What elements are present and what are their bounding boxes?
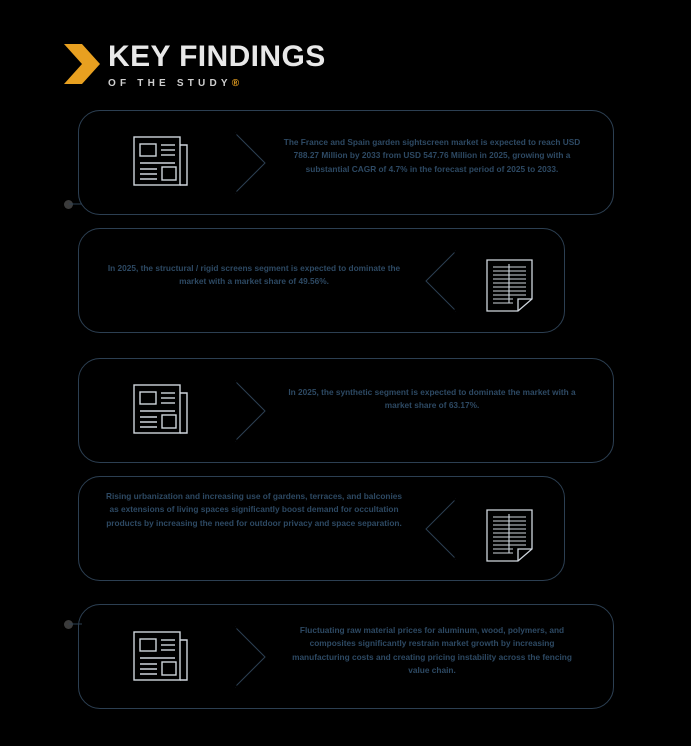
callout-pointer-right: [235, 627, 271, 687]
finding-3-icon: [130, 381, 192, 439]
finding-4-text: Rising urbanization and increasing use of gardens, terraces, and balconies as extensions of living spaces significantly boost demand for occultation products by increasing the need for outdoor privacy and space separation.: [106, 491, 402, 528]
callout-pointer-right: [235, 381, 271, 441]
callout-pointer-left: [420, 499, 456, 559]
registered-mark: ®: [231, 78, 240, 89]
page-title: KEY FINDINGS: [108, 40, 326, 73]
callout-pointer-right: [235, 133, 271, 193]
page-subtitle-text: OF THE STUDY: [108, 78, 232, 89]
finding-2-text: In 2025, the structural / rigid screens segment is expected to dominate the market with a market share of 49.56%.: [107, 263, 401, 287]
finding-1-icon: [130, 133, 192, 191]
finding-5-icon: [130, 628, 192, 686]
finding-4-icon: [482, 505, 538, 565]
finding-3-text: In 2025, the synthetic segment is expected to dominate the market with a market share of 63.17%.: [288, 387, 576, 411]
finding-5-text: Fluctuating raw material prices for aluminum, wood, polymers, and composites significantly restrain market growth by increasing manufacturing costs and creating pricing instability across the fencing value chain.: [292, 625, 572, 676]
callout-pointer-left: [420, 251, 456, 311]
finding-1-text: The France and Spain garden sightscreen market is expected to reach USD 788.27 Million by 2033 from USD 547.76 Million in 2025, growing with a substantial CAGR of 4.7% in the forecast period of 2025 to 2033.: [283, 137, 581, 174]
finding-2-icon: [482, 255, 538, 315]
